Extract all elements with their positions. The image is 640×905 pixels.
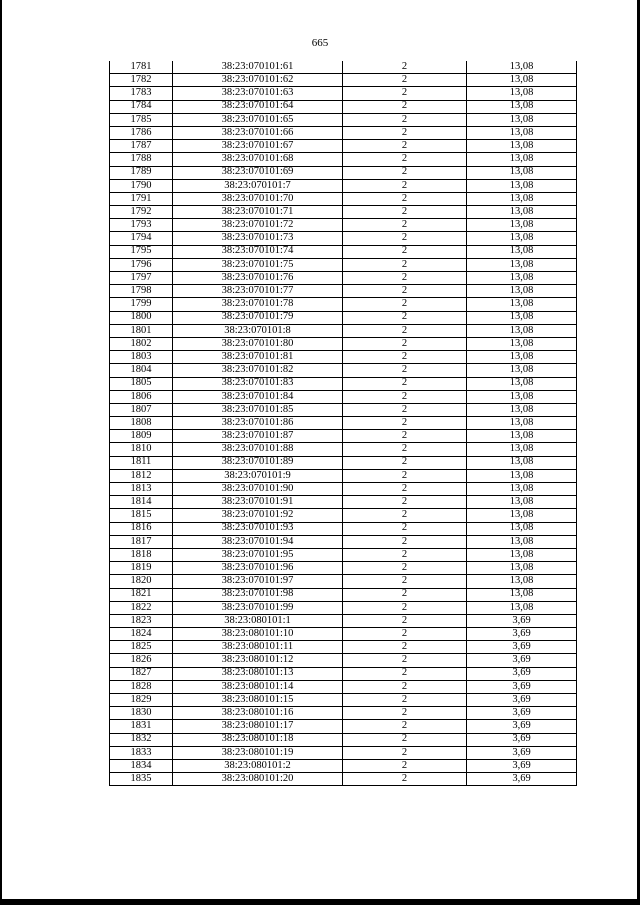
- count-cell: 2: [343, 628, 467, 641]
- row-number-cell: 1788: [110, 153, 173, 166]
- count-cell: 2: [343, 272, 467, 285]
- table-row: [110, 100, 577, 113]
- table-row: [110, 759, 577, 772]
- cadastral-number-cell: 38:23:070101:81: [173, 351, 343, 364]
- count-cell: 2: [343, 417, 467, 430]
- count-cell: 2: [343, 588, 467, 601]
- area-cell: 13,08: [467, 140, 577, 153]
- row-number-cell: 1795: [110, 245, 173, 258]
- count-cell: 2: [343, 377, 467, 390]
- row-number-cell: 1785: [110, 113, 173, 126]
- count-cell: 2: [343, 509, 467, 522]
- count-cell: 2: [343, 680, 467, 693]
- row-number-cell: 1817: [110, 535, 173, 548]
- cadastral-number-cell: 38:23:070101:66: [173, 126, 343, 139]
- area-cell: 13,08: [467, 496, 577, 509]
- row-number-cell: 1782: [110, 74, 173, 87]
- cadastral-number-cell: 38:23:070101:88: [173, 443, 343, 456]
- area-cell: 13,08: [467, 469, 577, 482]
- count-cell: 2: [343, 601, 467, 614]
- row-number-cell: 1794: [110, 232, 173, 245]
- cadastral-number-cell: 38:23:070101:70: [173, 192, 343, 205]
- area-cell: 13,08: [467, 153, 577, 166]
- count-cell: 2: [343, 61, 467, 74]
- area-cell: 13,08: [467, 443, 577, 456]
- row-number-cell: 1821: [110, 588, 173, 601]
- table-row: [110, 337, 577, 350]
- table-row: [110, 390, 577, 403]
- area-cell: 13,08: [467, 166, 577, 179]
- cadastral-number-cell: 38:23:070101:90: [173, 483, 343, 496]
- row-number-cell: 1815: [110, 509, 173, 522]
- count-cell: 2: [343, 140, 467, 153]
- cadastral-number-cell: 38:23:070101:92: [173, 509, 343, 522]
- area-cell: 3,69: [467, 733, 577, 746]
- table-row: [110, 140, 577, 153]
- table-row: [110, 469, 577, 482]
- cadastral-number-cell: 38:23:070101:93: [173, 522, 343, 535]
- page-number: 665: [311, 37, 329, 49]
- count-cell: 2: [343, 694, 467, 707]
- table-row: [110, 272, 577, 285]
- cadastral-number-cell: 38:23:070101:67: [173, 140, 343, 153]
- area-cell: 13,08: [467, 298, 577, 311]
- cadastral-number-cell: 38:23:080101:13: [173, 667, 343, 680]
- count-cell: 2: [343, 298, 467, 311]
- row-number-cell: 1803: [110, 351, 173, 364]
- row-number-cell: 1814: [110, 496, 173, 509]
- row-number-cell: 1807: [110, 403, 173, 416]
- table-row: [110, 614, 577, 627]
- area-cell: 13,08: [467, 74, 577, 87]
- count-cell: 2: [343, 179, 467, 192]
- cadastral-number-cell: 38:23:070101:63: [173, 87, 343, 100]
- row-number-cell: 1792: [110, 206, 173, 219]
- table-row: [110, 74, 577, 87]
- table-row: [110, 377, 577, 390]
- area-cell: 13,08: [467, 509, 577, 522]
- row-number-cell: 1791: [110, 192, 173, 205]
- area-cell: 13,08: [467, 456, 577, 469]
- table-row: [110, 179, 577, 192]
- table-row: [110, 628, 577, 641]
- count-cell: 2: [343, 496, 467, 509]
- cadastral-number-cell: 38:23:070101:84: [173, 390, 343, 403]
- area-cell: 13,08: [467, 87, 577, 100]
- row-number-cell: 1786: [110, 126, 173, 139]
- cadastral-number-cell: 38:23:070101:79: [173, 311, 343, 324]
- area-cell: 13,08: [467, 588, 577, 601]
- row-number-cell: 1824: [110, 628, 173, 641]
- cadastral-number-cell: 38:23:070101:7: [173, 179, 343, 192]
- table-row: [110, 535, 577, 548]
- table-row: [110, 720, 577, 733]
- cadastral-number-cell: 38:23:080101:15: [173, 694, 343, 707]
- cadastral-number-cell: 38:23:080101:19: [173, 746, 343, 759]
- area-cell: 3,69: [467, 628, 577, 641]
- count-cell: 2: [343, 285, 467, 298]
- cadastral-number-cell: 38:23:070101:91: [173, 496, 343, 509]
- table-row: [110, 680, 577, 693]
- area-cell: 13,08: [467, 192, 577, 205]
- area-cell: 13,08: [467, 245, 577, 258]
- cadastral-number-cell: 38:23:070101:95: [173, 548, 343, 561]
- row-number-cell: 1826: [110, 654, 173, 667]
- count-cell: 2: [343, 575, 467, 588]
- count-cell: 2: [343, 258, 467, 271]
- table-row: [110, 311, 577, 324]
- row-number-cell: 1799: [110, 298, 173, 311]
- cadastral-number-cell: 38:23:070101:69: [173, 166, 343, 179]
- row-number-cell: 1819: [110, 562, 173, 575]
- area-cell: 13,08: [467, 179, 577, 192]
- row-number-cell: 1829: [110, 694, 173, 707]
- row-number-cell: 1827: [110, 667, 173, 680]
- count-cell: 2: [343, 337, 467, 350]
- cadastral-number-cell: 38:23:080101:1: [173, 614, 343, 627]
- area-cell: 13,08: [467, 364, 577, 377]
- table-row: [110, 456, 577, 469]
- area-cell: 13,08: [467, 113, 577, 126]
- area-cell: 3,69: [467, 759, 577, 772]
- row-number-cell: 1832: [110, 733, 173, 746]
- row-number-cell: 1798: [110, 285, 173, 298]
- count-cell: 2: [343, 667, 467, 680]
- area-cell: 3,69: [467, 654, 577, 667]
- area-cell: 13,08: [467, 337, 577, 350]
- row-number-cell: 1820: [110, 575, 173, 588]
- count-cell: 2: [343, 469, 467, 482]
- table-row: [110, 641, 577, 654]
- row-number-cell: 1789: [110, 166, 173, 179]
- cadastral-number-cell: 38:23:070101:83: [173, 377, 343, 390]
- count-cell: 2: [343, 522, 467, 535]
- table-row: [110, 773, 577, 786]
- table-row: [110, 588, 577, 601]
- count-cell: 2: [343, 707, 467, 720]
- area-cell: 13,08: [467, 311, 577, 324]
- table-row: [110, 707, 577, 720]
- area-cell: 13,08: [467, 61, 577, 74]
- area-cell: 13,08: [467, 126, 577, 139]
- cadastral-number-cell: 38:23:070101:65: [173, 113, 343, 126]
- table-row: [110, 126, 577, 139]
- area-cell: 3,69: [467, 694, 577, 707]
- table-row: [110, 219, 577, 232]
- scan-edge-left: [0, 0, 2, 905]
- table-row: [110, 667, 577, 680]
- area-cell: 3,69: [467, 667, 577, 680]
- cadastral-number-cell: 38:23:070101:64: [173, 100, 343, 113]
- table-row: [110, 562, 577, 575]
- cadastral-number-cell: 38:23:070101:68: [173, 153, 343, 166]
- row-number-cell: 1813: [110, 483, 173, 496]
- count-cell: 2: [343, 759, 467, 772]
- table-row: [110, 417, 577, 430]
- count-cell: 2: [343, 351, 467, 364]
- area-cell: 13,08: [467, 562, 577, 575]
- table-row: [110, 733, 577, 746]
- count-cell: 2: [343, 654, 467, 667]
- cadastral-number-cell: 38:23:070101:75: [173, 258, 343, 271]
- count-cell: 2: [343, 232, 467, 245]
- table-row: [110, 258, 577, 271]
- area-cell: 13,08: [467, 377, 577, 390]
- count-cell: 2: [343, 535, 467, 548]
- cadastral-number-cell: 38:23:070101:76: [173, 272, 343, 285]
- row-number-cell: 1793: [110, 219, 173, 232]
- cadastral-number-cell: 38:23:070101:97: [173, 575, 343, 588]
- row-number-cell: 1816: [110, 522, 173, 535]
- row-number-cell: 1781: [110, 61, 173, 74]
- cadastral-number-cell: 38:23:080101:10: [173, 628, 343, 641]
- area-cell: 13,08: [467, 522, 577, 535]
- area-cell: 13,08: [467, 575, 577, 588]
- row-number-cell: 1796: [110, 258, 173, 271]
- scan-edge-bottom: [0, 899, 640, 905]
- area-cell: 13,08: [467, 272, 577, 285]
- row-number-cell: 1787: [110, 140, 173, 153]
- cadastral-number-cell: 38:23:070101:62: [173, 74, 343, 87]
- cadastral-number-cell: 38:23:070101:85: [173, 403, 343, 416]
- table-row: [110, 496, 577, 509]
- row-number-cell: 1811: [110, 456, 173, 469]
- count-cell: 2: [343, 456, 467, 469]
- table-row: [110, 166, 577, 179]
- row-number-cell: 1804: [110, 364, 173, 377]
- area-cell: 3,69: [467, 707, 577, 720]
- count-cell: 2: [343, 733, 467, 746]
- row-number-cell: 1802: [110, 337, 173, 350]
- area-cell: 3,69: [467, 680, 577, 693]
- table-row: [110, 403, 577, 416]
- area-cell: 13,08: [467, 403, 577, 416]
- data-table: [109, 61, 577, 786]
- cadastral-number-cell: 38:23:070101:96: [173, 562, 343, 575]
- cadastral-number-cell: 38:23:080101:12: [173, 654, 343, 667]
- area-cell: 13,08: [467, 232, 577, 245]
- table-row: [110, 192, 577, 205]
- row-number-cell: 1830: [110, 707, 173, 720]
- table-row: [110, 351, 577, 364]
- area-cell: 13,08: [467, 324, 577, 337]
- cadastral-number-cell: 38:23:070101:77: [173, 285, 343, 298]
- table-row: [110, 298, 577, 311]
- count-cell: 2: [343, 562, 467, 575]
- table-row: [110, 483, 577, 496]
- cadastral-number-cell: 38:23:070101:89: [173, 456, 343, 469]
- row-number-cell: 1835: [110, 773, 173, 786]
- table-row: [110, 746, 577, 759]
- area-cell: 3,69: [467, 746, 577, 759]
- count-cell: 2: [343, 614, 467, 627]
- row-number-cell: 1828: [110, 680, 173, 693]
- table-row: [110, 509, 577, 522]
- area-cell: 3,69: [467, 641, 577, 654]
- count-cell: 2: [343, 403, 467, 416]
- row-number-cell: 1809: [110, 430, 173, 443]
- row-number-cell: 1808: [110, 417, 173, 430]
- area-cell: 13,08: [467, 535, 577, 548]
- area-cell: 13,08: [467, 258, 577, 271]
- cadastral-number-cell: 38:23:070101:71: [173, 206, 343, 219]
- cadastral-number-cell: 38:23:080101:2: [173, 759, 343, 772]
- table-row: [110, 654, 577, 667]
- table-row: [110, 601, 577, 614]
- area-cell: 13,08: [467, 430, 577, 443]
- count-cell: 2: [343, 324, 467, 337]
- table-row: [110, 548, 577, 561]
- count-cell: 2: [343, 87, 467, 100]
- cadastral-number-cell: 38:23:070101:8: [173, 324, 343, 337]
- area-cell: 3,69: [467, 773, 577, 786]
- count-cell: 2: [343, 390, 467, 403]
- table-row: [110, 232, 577, 245]
- count-cell: 2: [343, 720, 467, 733]
- row-number-cell: 1812: [110, 469, 173, 482]
- cadastral-number-cell: 38:23:080101:18: [173, 733, 343, 746]
- cadastral-number-cell: 38:23:070101:98: [173, 588, 343, 601]
- table-row: [110, 285, 577, 298]
- count-cell: 2: [343, 113, 467, 126]
- row-number-cell: 1806: [110, 390, 173, 403]
- area-cell: 13,08: [467, 601, 577, 614]
- cadastral-number-cell: 38:23:070101:94: [173, 535, 343, 548]
- count-cell: 2: [343, 641, 467, 654]
- row-number-cell: 1831: [110, 720, 173, 733]
- count-cell: 2: [343, 74, 467, 87]
- table-row: [110, 324, 577, 337]
- row-number-cell: 1790: [110, 179, 173, 192]
- cadastral-number-cell: 38:23:070101:74: [173, 245, 343, 258]
- count-cell: 2: [343, 100, 467, 113]
- count-cell: 2: [343, 311, 467, 324]
- row-number-cell: 1784: [110, 100, 173, 113]
- area-cell: 13,08: [467, 390, 577, 403]
- count-cell: 2: [343, 364, 467, 377]
- cadastral-number-cell: 38:23:070101:80: [173, 337, 343, 350]
- count-cell: 2: [343, 206, 467, 219]
- table-row: [110, 443, 577, 456]
- row-number-cell: 1800: [110, 311, 173, 324]
- cadastral-number-cell: 38:23:080101:17: [173, 720, 343, 733]
- area-cell: 13,08: [467, 548, 577, 561]
- table-row: [110, 575, 577, 588]
- cadastral-number-cell: 38:23:070101:82: [173, 364, 343, 377]
- cadastral-number-cell: 38:23:080101:14: [173, 680, 343, 693]
- cadastral-number-cell: 38:23:080101:20: [173, 773, 343, 786]
- row-number-cell: 1783: [110, 87, 173, 100]
- area-cell: 13,08: [467, 483, 577, 496]
- count-cell: 2: [343, 746, 467, 759]
- row-number-cell: 1818: [110, 548, 173, 561]
- cadastral-number-cell: 38:23:070101:61: [173, 61, 343, 74]
- table-row: [110, 113, 577, 126]
- table-row: [110, 364, 577, 377]
- row-number-cell: 1810: [110, 443, 173, 456]
- row-number-cell: 1834: [110, 759, 173, 772]
- table-row: [110, 61, 577, 74]
- table-row: [110, 206, 577, 219]
- row-number-cell: 1801: [110, 324, 173, 337]
- count-cell: 2: [343, 245, 467, 258]
- cadastral-number-cell: 38:23:070101:72: [173, 219, 343, 232]
- count-cell: 2: [343, 153, 467, 166]
- count-cell: 2: [343, 126, 467, 139]
- area-cell: 13,08: [467, 219, 577, 232]
- count-cell: 2: [343, 548, 467, 561]
- count-cell: 2: [343, 166, 467, 179]
- table-body: [110, 61, 577, 786]
- cadastral-number-cell: 38:23:070101:87: [173, 430, 343, 443]
- table-row: [110, 245, 577, 258]
- area-cell: 3,69: [467, 720, 577, 733]
- cadastral-number-cell: 38:23:070101:73: [173, 232, 343, 245]
- cadastral-number-cell: 38:23:080101:16: [173, 707, 343, 720]
- area-cell: 13,08: [467, 285, 577, 298]
- row-number-cell: 1825: [110, 641, 173, 654]
- row-number-cell: 1805: [110, 377, 173, 390]
- row-number-cell: 1822: [110, 601, 173, 614]
- count-cell: 2: [343, 773, 467, 786]
- cadastral-number-cell: 38:23:070101:86: [173, 417, 343, 430]
- count-cell: 2: [343, 430, 467, 443]
- row-number-cell: 1833: [110, 746, 173, 759]
- area-cell: 13,08: [467, 206, 577, 219]
- count-cell: 2: [343, 443, 467, 456]
- area-cell: 13,08: [467, 100, 577, 113]
- cadastral-number-cell: 38:23:070101:78: [173, 298, 343, 311]
- table-row: [110, 430, 577, 443]
- count-cell: 2: [343, 483, 467, 496]
- table-row: [110, 153, 577, 166]
- cadastral-number-cell: 38:23:080101:11: [173, 641, 343, 654]
- table-row: [110, 694, 577, 707]
- area-cell: 13,08: [467, 351, 577, 364]
- row-number-cell: 1823: [110, 614, 173, 627]
- cadastral-number-cell: 38:23:070101:9: [173, 469, 343, 482]
- area-cell: 13,08: [467, 417, 577, 430]
- table-row: [110, 522, 577, 535]
- row-number-cell: 1797: [110, 272, 173, 285]
- count-cell: 2: [343, 192, 467, 205]
- table-row: [110, 87, 577, 100]
- area-cell: 3,69: [467, 614, 577, 627]
- count-cell: 2: [343, 219, 467, 232]
- cadastral-number-cell: 38:23:070101:99: [173, 601, 343, 614]
